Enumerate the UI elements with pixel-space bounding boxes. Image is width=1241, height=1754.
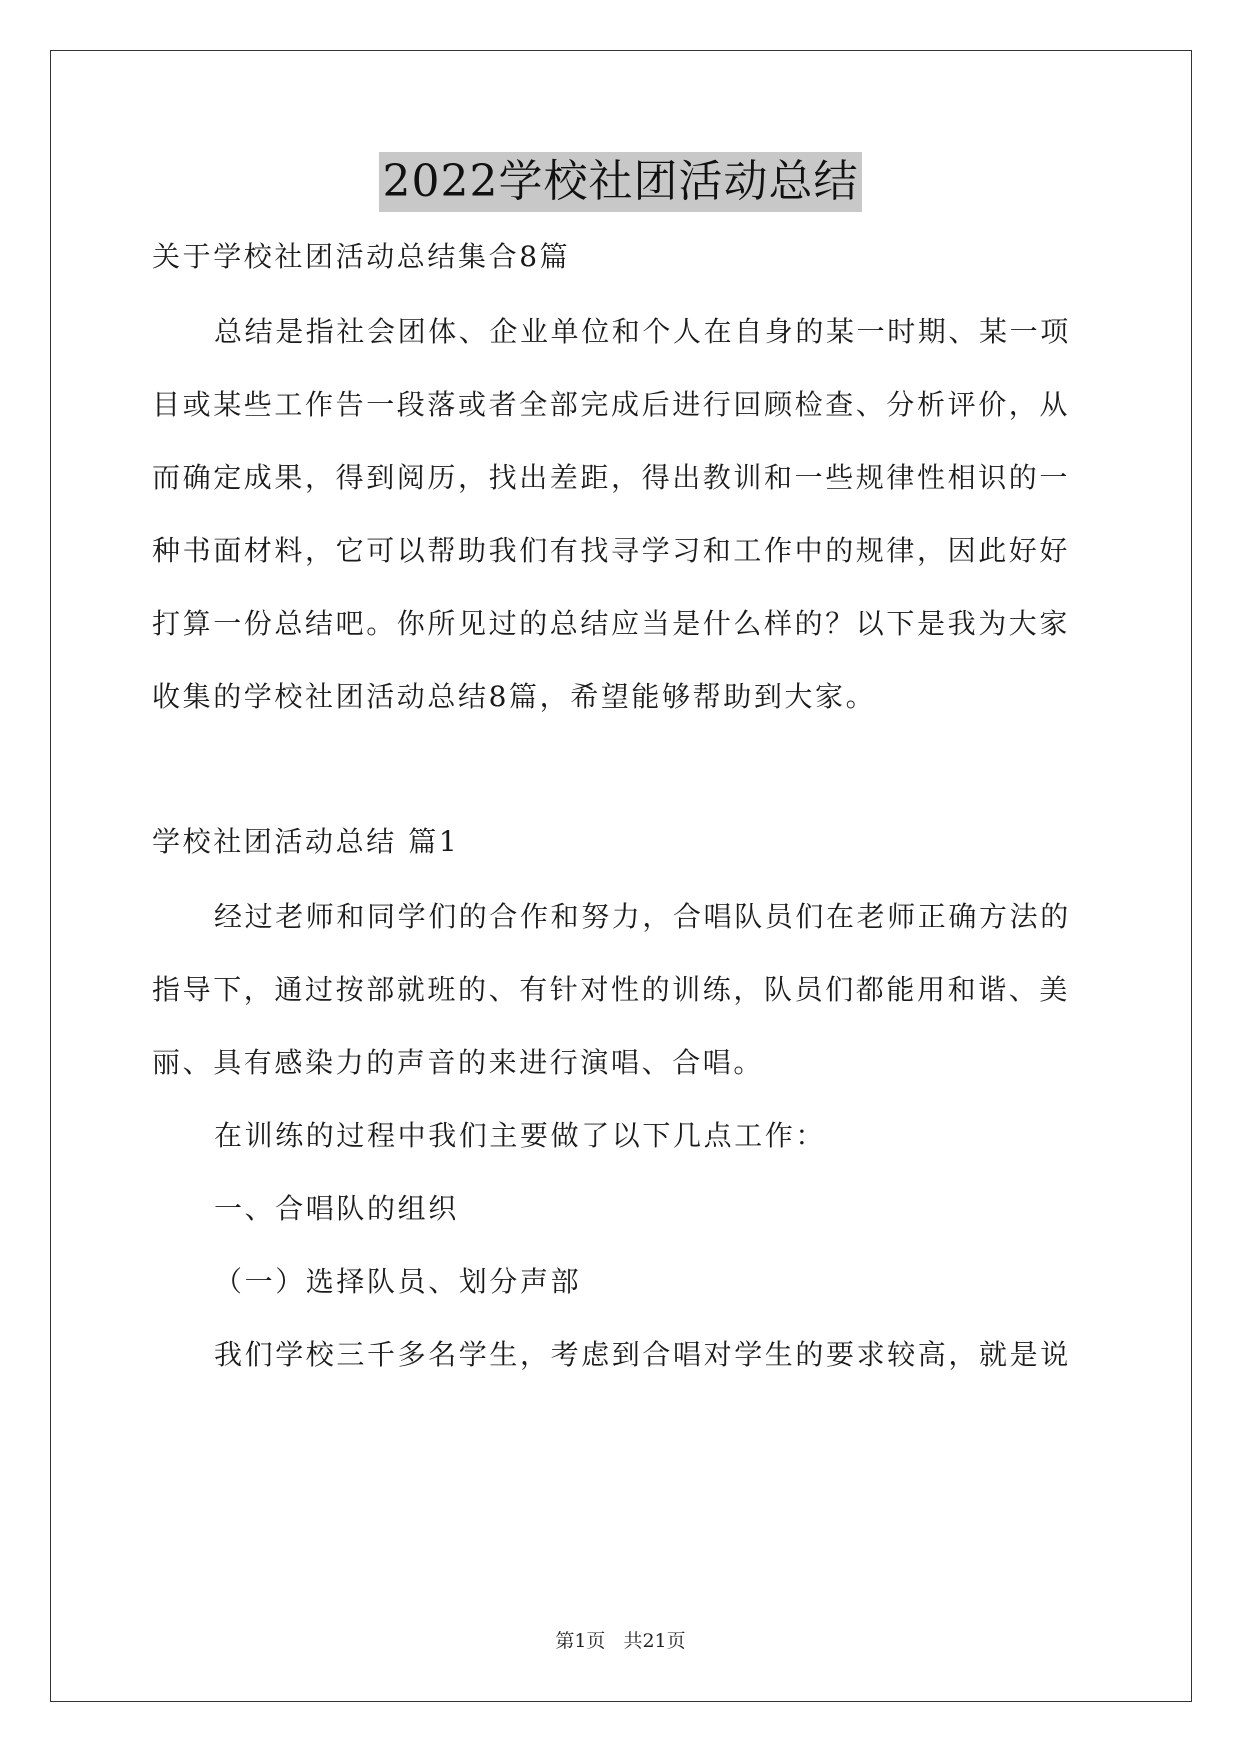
body-line-4: 在训练的过程中我们主要做了以下几点工作： xyxy=(214,1119,827,1152)
body-line-5: 一、合唱队的组织 xyxy=(214,1192,459,1225)
intro-line-4: 种书面材料，它可以帮助我们有找寻学习和工作中的规律，因此好好 xyxy=(152,534,1071,567)
intro-line-6: 收集的学校社团活动总结8篇，希望能够帮助到大家。 xyxy=(152,680,877,713)
page-footer xyxy=(0,1626,1241,1653)
page-number: 第1页 xyxy=(555,1630,606,1652)
document-title: 2022学校社团活动总结 xyxy=(379,152,863,212)
intro-line-3: 而确定成果，得到阅历，找出差距，得出教训和一些规律性相识的一 xyxy=(152,461,1071,494)
page-total: 共21页 xyxy=(623,1630,686,1652)
body-line-1: 经过老师和同学们的合作和努力，合唱队员们在老师正确方法的 xyxy=(214,900,1071,933)
body-line-2: 指导下，通过按部就班的、有针对性的训练，队员们都能用和谐、美 xyxy=(152,973,1071,1006)
body-line-7: 我们学校三千多名学生，考虑到合唱对学生的要求较高，就是说 xyxy=(214,1338,1071,1371)
page-border xyxy=(50,50,1192,1702)
intro-line-2: 目或某些工作告一段落或者全部完成后进行回顾检查、分析评价，从 xyxy=(152,388,1071,421)
section-heading: 学校社团活动总结 篇1 xyxy=(152,825,460,858)
intro-line-5: 打算一份总结吧。你所见过的总结应当是什么样的？以下是我为大家 xyxy=(152,607,1071,640)
body-line-6: （一）选择队员、划分声部 xyxy=(214,1265,582,1298)
intro-line-1: 总结是指社会团体、企业单位和个人在自身的某一时期、某一项 xyxy=(214,315,1071,348)
title-container xyxy=(0,152,1241,212)
subtitle: 关于学校社团活动总结集合8篇 xyxy=(152,240,571,273)
body-line-3: 丽、具有感染力的声音的来进行演唱、合唱。 xyxy=(152,1046,765,1079)
